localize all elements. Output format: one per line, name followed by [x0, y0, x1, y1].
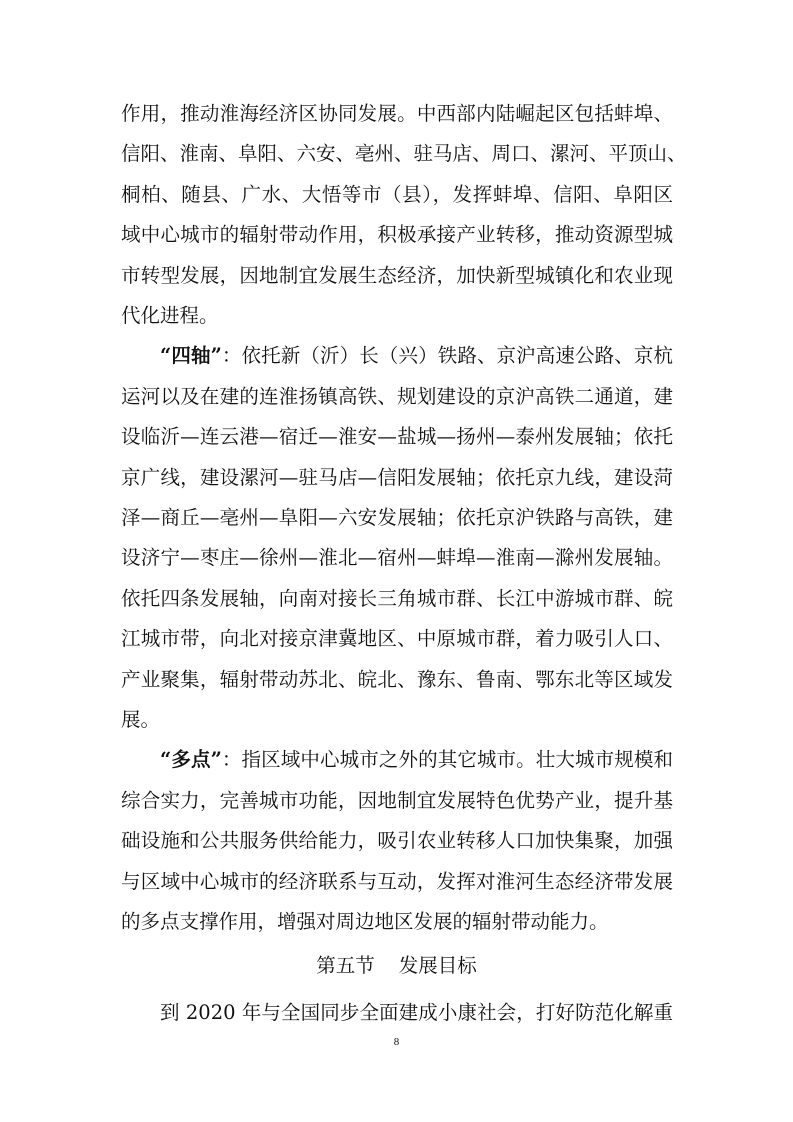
p2-line-7: 依托四条发展轴，向南对接长三角城市群、长江中游城市群、皖: [121, 587, 673, 610]
page-number: 8: [393, 1036, 400, 1048]
section-number: 第五节: [316, 954, 375, 977]
p4-line-1: 到 2020 年与全国同步全面建成小康社会，打好防范化解重: [160, 1001, 673, 1024]
section-title: 发展目标: [398, 954, 477, 977]
p2-line-5: 泽—商丘—亳州—阜阳—六安发展轴；依托京沪铁路与高铁，建: [121, 506, 673, 529]
p2-line-4: 京广线，建设漯河—驻马店—信阳发展轴；依托京九线，建设菏: [121, 466, 673, 489]
section-heading: [0, 952, 793, 980]
p3-line-5: 的多点支撑作用，增强对周边地区发展的辐射带动能力。: [121, 910, 609, 933]
p3-line-1: [160, 746, 673, 774]
p1-line-3: 桐柏、随县、广水、大悟等市（县），发挥蚌埠、信阳、阜阳区: [121, 183, 673, 206]
p2-lead-term: “四轴”: [160, 344, 222, 367]
p1-line-5: 市转型发展，因地制宜发展生态经济，加快新型城镇化和农业现: [121, 264, 673, 287]
p1-line-4: 域中心城市的辐射带动作用，积极承接产业转移，推动资源型城: [121, 223, 673, 246]
p1-line-6: 代化进程。: [121, 304, 219, 327]
p3-first-rest: ：指区域中心城市之外的其它城市。壮大城市规模和: [221, 748, 673, 771]
p2-first-rest: ：依托新（沂）长（兴）铁路、京沪高速公路、京杭: [221, 344, 673, 367]
p2-line-3: 设临沂—连云港—宿迁—淮安—盐城—扬州—泰州发展轴；依托: [121, 425, 673, 448]
p2-line-8: 江城市带，向北对接京津冀地区、中原城市群，着力吸引人口、: [121, 627, 673, 650]
p2-line-2: 运河以及在建的连淮扬镇高铁、规划建设的京沪高铁二通道，建: [121, 385, 673, 408]
p2-line-1: [160, 342, 673, 370]
p3-line-4: 与区域中心城市的经济联系与互动，发挥对淮河生态经济带发展: [121, 870, 673, 893]
p1-line-2: 信阳、淮南、阜阳、六安、亳州、驻马店、周口、漯河、平顶山、: [121, 142, 687, 165]
p2-line-9: 产业聚集，辐射带动苏北、皖北、豫东、鲁南、鄂东北等区域发: [121, 668, 673, 691]
p2-line-6: 设济宁—枣庄—徐州—淮北—宿州—蚌埠—淮南—滁州发展轴。: [121, 546, 673, 569]
p3-line-3: 础设施和公共服务供给能力，吸引农业转移人口加快集聚，加强: [121, 829, 673, 852]
p3-line-2: 综合实力，完善城市功能，因地制宜发展特色优势产业，提升基: [121, 789, 673, 812]
p3-lead-term: “多点”: [160, 748, 222, 771]
p2-line-10: 展。: [121, 708, 161, 731]
p1-line-1: 作用，推动淮海经济区协同发展。中西部内陆崛起区包括蚌埠、: [121, 102, 673, 125]
